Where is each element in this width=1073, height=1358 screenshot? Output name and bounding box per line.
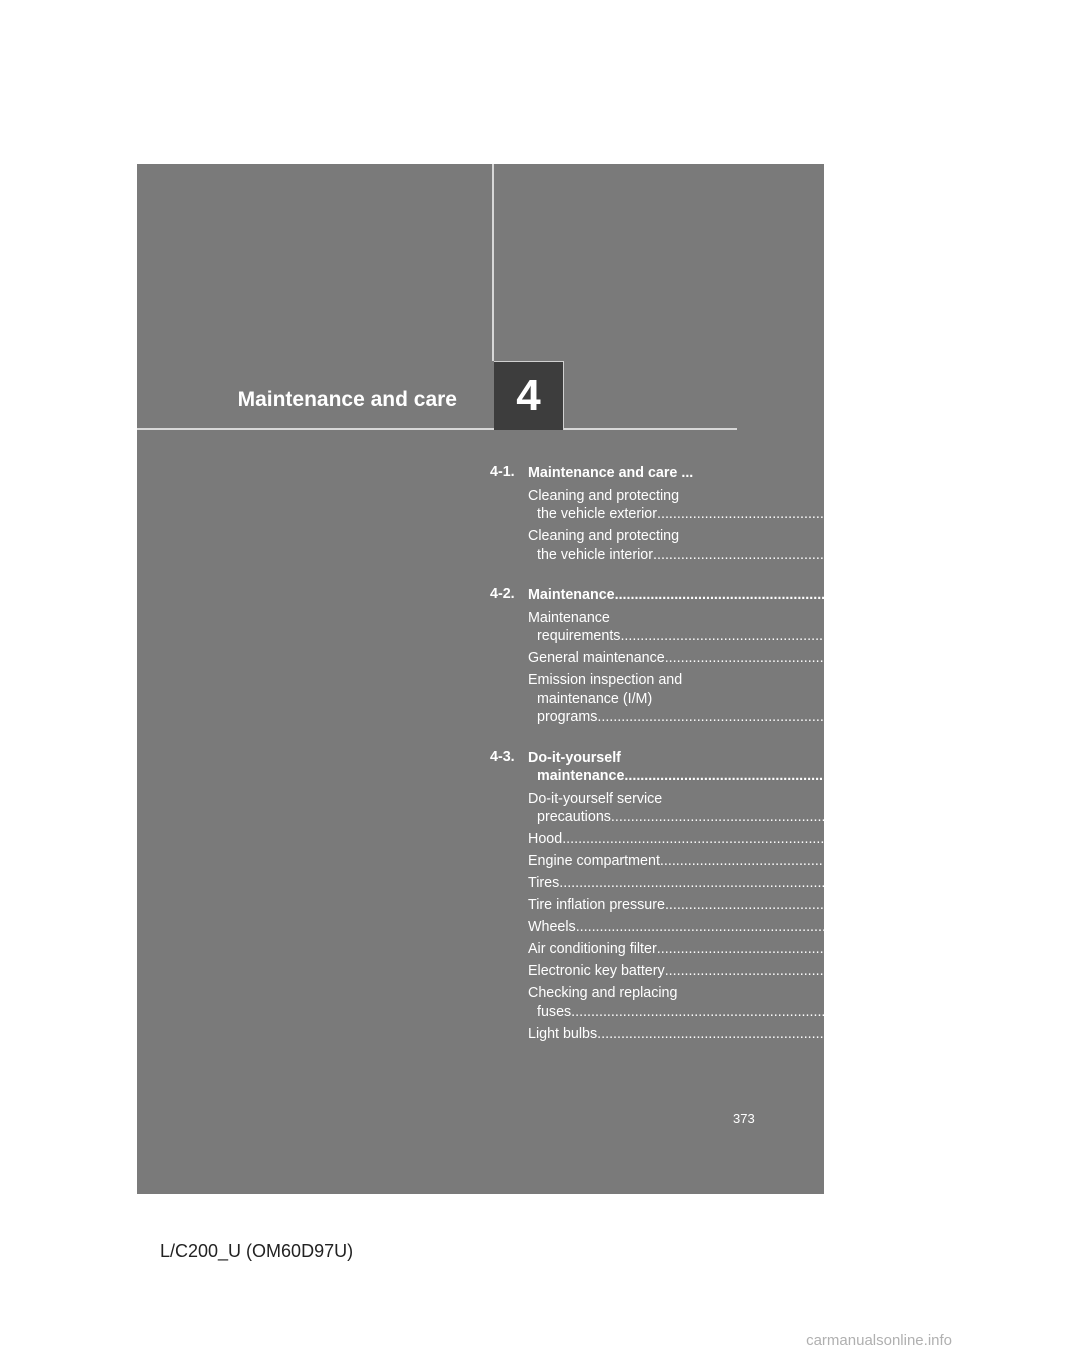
toc-entry[interactable] [528, 649, 1045, 668]
chapter-number-box: 4 [494, 361, 564, 430]
entry-text: Cleaning and protecting [528, 528, 680, 544]
section-title: maintenance [537, 768, 625, 784]
toc-entry[interactable] [528, 609, 1000, 646]
section-title: Maintenance [528, 587, 615, 603]
entry-page: 379 [976, 628, 1000, 644]
dot-leader [597, 708, 947, 727]
entry-text: Emission inspection and [528, 672, 683, 688]
entry-text: programs [537, 709, 598, 725]
dot-leader [559, 874, 909, 893]
dot-leader [611, 808, 961, 827]
toc-section-heading[interactable] [490, 586, 995, 605]
entry-text: Do-it-yourself service [528, 790, 663, 807]
chapter-title: Maintenance and care [237, 388, 457, 411]
section-page: 385 [979, 768, 1004, 784]
entry-page: 374 [1012, 506, 1037, 522]
entry-text: Light bulbs [528, 1025, 598, 1042]
section-title: Do-it-yourself [528, 749, 621, 766]
section-page: 374 [1048, 465, 1073, 481]
toc-entry[interactable] [528, 918, 956, 937]
entry-text: precautions [537, 809, 611, 825]
dot-leader [660, 852, 1010, 871]
entry-text: Electronic key battery [528, 963, 665, 979]
page-number: 373 [733, 1111, 755, 1126]
entry-text: maintenance (I/M) [537, 690, 653, 707]
dot-leader [657, 505, 1007, 524]
toc-section-heading[interactable] [490, 748, 1004, 786]
entry-page: 414 [1020, 897, 1045, 913]
toc-entry[interactable] [528, 962, 1045, 981]
entry-page: 381 [1020, 650, 1045, 666]
dot-leader [562, 830, 912, 849]
dot-leader [657, 940, 1007, 959]
dot-leader [615, 586, 965, 605]
section-number: 4-1. [490, 464, 515, 480]
toc-entry[interactable] [528, 527, 1033, 564]
section-number: 4-2. [490, 586, 515, 602]
toc-entry[interactable] [528, 874, 939, 893]
entry-text: fuses [537, 1003, 572, 1020]
entry-text: the vehicle interior [537, 546, 654, 563]
entry-text: Engine compartment [528, 853, 660, 869]
section-title: Maintenance and care ... [528, 465, 694, 481]
entry-text: the vehicle exterior [537, 506, 657, 522]
entry-text: Tires [528, 875, 560, 891]
dot-leader [571, 1003, 921, 1022]
entry-page: 388 [917, 831, 942, 847]
entry-text: Wheels [528, 919, 576, 935]
horizontal-divider [137, 428, 737, 430]
toc-entry[interactable] [528, 671, 977, 727]
entry-text: General maintenance [528, 650, 665, 666]
entry-page: 384 [952, 709, 977, 725]
toc-entry[interactable] [528, 896, 1045, 915]
dot-leader [665, 962, 1015, 981]
entry-text: Checking and replacing [528, 985, 678, 1001]
dot-leader [576, 918, 926, 937]
dot-leader [620, 627, 970, 646]
dot-leader [653, 546, 1003, 565]
entry-text: Cleaning and protecting [528, 487, 680, 504]
entry-page: 405 [914, 875, 939, 891]
dot-leader [624, 767, 974, 786]
footer-code: L/C200_U (OM60D97U) [160, 1241, 354, 1261]
toc-section-heading[interactable] [490, 464, 1073, 483]
entry-text: Air conditioning filter [528, 941, 657, 957]
entry-page: 439 [952, 1025, 977, 1042]
toc-section [490, 748, 1045, 1044]
entry-text: Tire inflation pressure [528, 897, 665, 913]
toc-entry[interactable] [528, 940, 1037, 959]
entry-page: 426 [926, 1003, 951, 1020]
dot-leader [665, 649, 1015, 668]
toc-entry[interactable] [528, 790, 991, 827]
entry-text: Hood [528, 831, 563, 847]
entry-page: 423 [1020, 963, 1045, 979]
entry-text: Maintenance [528, 609, 610, 626]
toc-entry[interactable] [528, 1025, 977, 1044]
entry-page: 385 [966, 809, 991, 825]
entry-page: 376 [1008, 546, 1033, 563]
section-page: 379 [970, 587, 995, 603]
dot-leader [665, 896, 1015, 915]
toc-section [490, 464, 1073, 564]
table-of-contents [490, 464, 1073, 1065]
entry-page: 418 [931, 919, 956, 935]
watermark: carmanualsonline.info [806, 1332, 952, 1349]
dot-leader [597, 1025, 947, 1044]
toc-entry[interactable] [528, 830, 942, 849]
entry-page: 389 [1015, 853, 1040, 869]
toc-entry[interactable] [528, 487, 1037, 524]
toc-section [490, 586, 1045, 727]
toc-entry[interactable] [528, 984, 951, 1021]
section-number: 4-3. [490, 748, 515, 765]
vertical-divider [492, 164, 494, 361]
entry-text: requirements [537, 628, 621, 644]
entry-page: 420 [1012, 941, 1037, 957]
toc-entry[interactable] [528, 852, 1040, 871]
